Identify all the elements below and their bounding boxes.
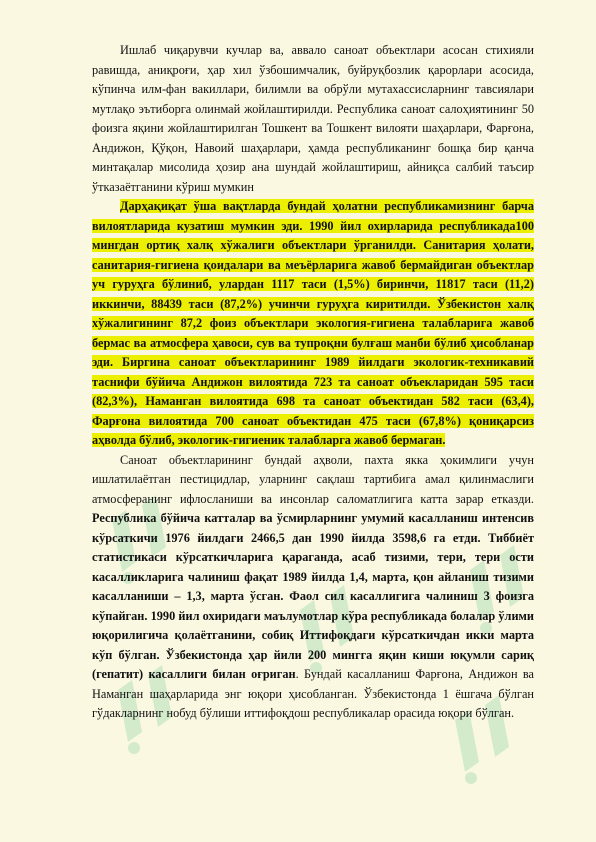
- paragraph-3-conclusion: . Бундай касалланиш Фарғона, Андижон ва Наманган шаҳарларида энг юқори ҳисобланган. Ўзбекистонда 1 ёшгача бўлган гўдакларнинг нобуд бўлиши иттифоқдош республикалар орасида юқори бўлган.: [92, 667, 535, 720]
- highlighted-text: Дарҳақиқат ўша вақтларда бундай ҳолатни республикамизнинг барча вилоятларида кузатиш мумкин эди. 1990 йил охирларида республикада100 мингдан ортиқ халқ хўжалиги объектлари ўрганилди. Санитария ҳолати, санитария-гигиена қоидалари ва меъёрларига жавоб бермайдиган объектлар уч гуруҳга бўлиниб, улардан 1117 таси (1,5%) биринчи, 11817 таси (11,2) иккинчи, 88439 таси (87,2%) учинчи гуруҳга киритилди. Ўзбекистон халқ хўжалигининг 87,2 фоиз объектлари экология-гигиена талабларига жавоб бермас ва атмосфера ҳавоси, сув ва тупроқни булғаш манби бўлиб ҳисобланар эди. Биргина саноат объектларининг 1989 йилдаги экологик-техникавий таснифи бўйича Андижон вилоятида 723 та саноат объекларидан 595 таси (82,3%), Наманган вилоятида 698 та саноат объектидан 582 таси (63,4), Фарғона вилоятида 700 саноат объектидан 475 таси (67,8%) қониқарсиз аҳволда бўлиб, экологик-гигиеник талабларга жавоб бермаган.: [92, 199, 534, 447]
- paragraph-2-highlighted: [92, 197, 534, 451]
- paragraph-3-intro: Саноат объектларининг бундай аҳволи, пахта якка ҳокимлиги учун ишлатилаётган пестицидлар, уларнинг сақлаш тартибига амал қилинмаслиги атмосферанинг ифлосланиши ва инсонлар саломатлигига катта зарар етказди.: [92, 452, 534, 506]
- paragraph-3: [92, 451, 534, 724]
- document-body: [92, 41, 534, 724]
- paragraph-3-bold-statistics: Республика бўйича катталар ва ўсмирларнинг умумий касалланиш интенсив кўрсаткичи 1976 йилдаги 2466,5 дан 1990 йилда 3598,6 га етди. Тиббиёт статистикаси кўрсаткичларига қараганда, асаб тизими, тери, тери ости касалликларига чалиниш фақат 1989 йилда 1,4, марта, қон айланиш тизими касалланиши – 1,3, марта ўсган. Фаол сил касаллигига чалиниш 3 фоизга кўпайган. 1990 йил охиридаги маълумотлар кўра республикада болалар ўлими юқорилигича қолаётганини, собиқ Иттифоқдаги кўрсаткичдан икки марта кўп бўлган. Ўзбекистонда ҳар йили 200 мингга яқин киши юқумли сариқ (гепатит) касаллиги билан оғриган: [92, 511, 534, 681]
- paragraph-1: Ишлаб чиқарувчи кучлар ва, аввало саноат объектлари асосан стихияли равишда, аниқроғи, ҳар хил ўзбошимчалик, буйруқбозлик қарорлари асосида, кўпинча илм-фан вакиллари, билимли ва обрўли мутахассисларнинг тавсиялари мутлақо эътиборга олинмай жойлаштирилди. Республика саноат салоҳиятининг 50 фоизга яқини жойлаштирилган Тошкент ва Тошкент вилояти шаҳарлари, Фарғона, Андижон, Қўқон, Навоий шаҳарлари, ҳамда республиканинг бошқа бир қанча минтақалар мисолида ҳозир ана шундай жойлаштириш, айниқса салбий таъсир ўтказаётганини кўриш мумкин: [92, 43, 534, 194]
